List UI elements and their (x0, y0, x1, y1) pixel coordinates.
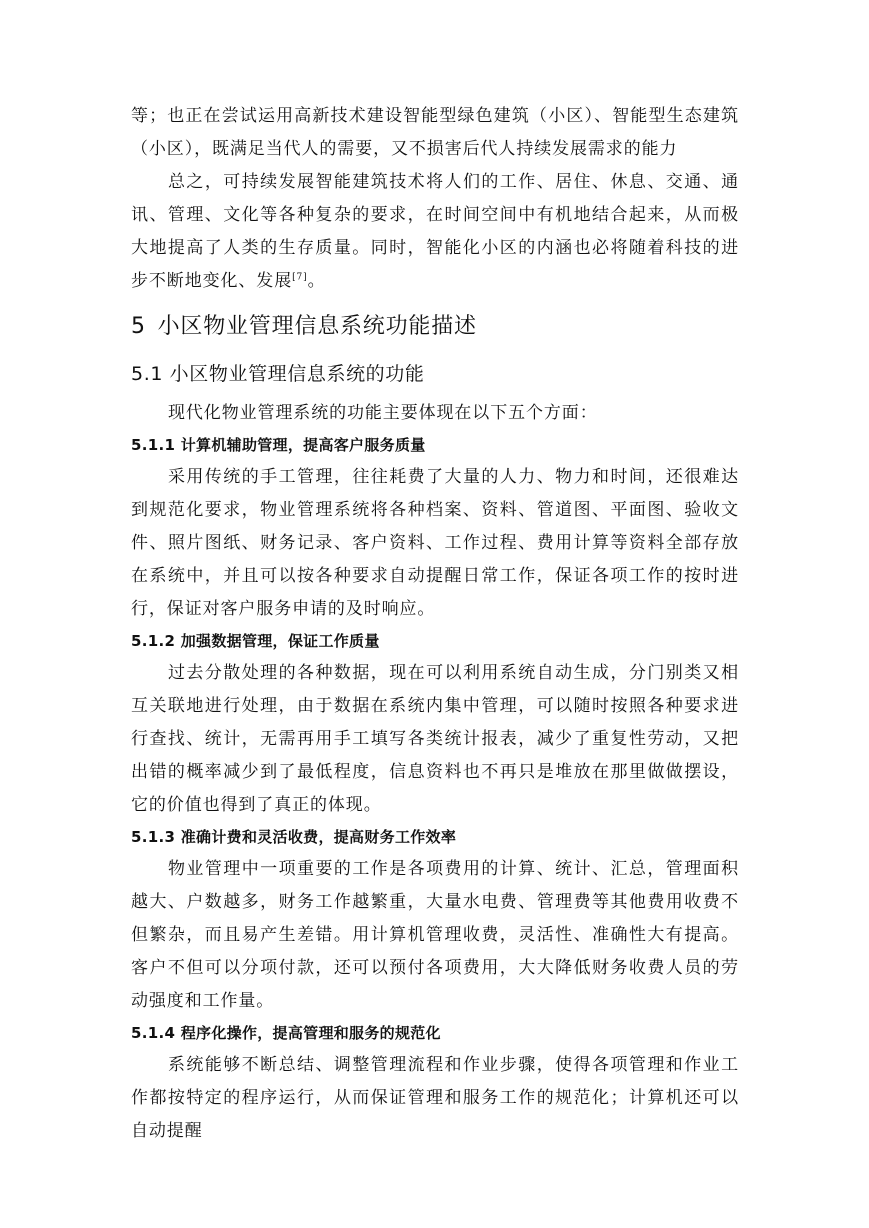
subsection-number: 5.1.2 (131, 632, 176, 650)
paragraph-summary (131, 166, 739, 298)
subsection-heading-5-1-1 (131, 430, 739, 461)
paragraph-summary-text: 总之，可持续发展智能建筑技术将人们的工作、居住、休息、交通、通讯、管理、文化等各种复杂的要求，在时间空间中有机地结合起来，从而极大地提高了人类的生存质量。同时，智能化小区的内涵也必将随着科技的进步不断地变化、发展 (131, 172, 739, 291)
subsection-paragraph-5-1-4: 系统能够不断总结、调整管理流程和作业步骤，使得各项管理和作业工作都按特定的程序运行，从而保证管理和服务工作的规范化；计算机还可以自动提醒 (131, 1055, 739, 1141)
section-title: 小区物业管理信息系统的功能 (169, 363, 425, 385)
subsection-heading-5-1-3 (131, 822, 739, 853)
section-title: 小区物业管理信息系统功能描述 (157, 314, 477, 339)
citation-reference: [7] (292, 272, 308, 283)
section-number: 5 (131, 314, 146, 339)
subsection-title: 程序化操作，提高管理和服务的规范化 (180, 1024, 441, 1042)
paragraph-continued: 等；也正在尝试运用高新技术建设智能型绿色建筑（小区）、智能型生态建筑（小区），既满足当代人的需要，又不损害后代人持续发展需求的能力 (131, 106, 739, 159)
subsection-paragraph-5-1-1: 采用传统的手工管理，往往耗费了大量的人力、物力和时间，还很难达到规范化要求，物业管理系统将各种档案、资料、管道图、平面图、验收文件、照片图纸、财务记录、客户资料、工作过程、费用计算等资料全部存放在系统中，并且可以按各种要求自动提醒日常工作，保证各项工作的按时进行，保证对客户服务申请的及时响应。 (131, 467, 739, 619)
subsection-number: 5.1.4 (131, 1024, 176, 1042)
subsection-paragraph-5-1-2: 过去分散处理的各种数据，现在可以利用系统自动生成，分门别类又相互关联地进行处理，由于数据在系统内集中管理，可以随时按照各种要求进行查找、统计，无需再用手工填写各类统计报表，减少了重复性劳动，又把出错的概率减少到了最低程度，信息资料也不再只是堆放在那里做做摆设，它的价值也得到了真正的体现。 (131, 663, 739, 815)
subsection-number: 5.1.1 (131, 436, 176, 454)
section-heading-5 (131, 306, 739, 348)
subsection-paragraph-5-1-3: 物业管理中一项重要的工作是各项费用的计算、统计、汇总，管理面积越大、户数越多，财务工作越繁重，大量水电费、管理费等其他费用收费不但繁杂，而且易产生差错。用计算机管理收费，灵活性、准确性大有提高。客户不但可以分项付款，还可以预付各项费用，大大降低财务收费人员的劳动强度和工作量。 (131, 859, 739, 1011)
subsection-heading-5-1-2 (131, 626, 739, 657)
subsection-title: 计算机辅助管理，提高客户服务质量 (180, 436, 426, 454)
paragraph-summary-end: 。 (307, 271, 326, 291)
page-content (131, 100, 739, 1148)
section-intro: 现代化物业管理系统的功能主要体现在以下五个方面： (168, 403, 598, 423)
subsection-number: 5.1.3 (131, 828, 176, 846)
subsection-title: 准确计费和灵活收费，提高财务工作效率 (180, 828, 457, 846)
section-heading-5-1 (131, 354, 739, 394)
section-number: 5.1 (131, 363, 164, 385)
subsection-heading-5-1-4 (131, 1018, 739, 1049)
subsection-title: 加强数据管理，保证工作质量 (180, 632, 380, 650)
